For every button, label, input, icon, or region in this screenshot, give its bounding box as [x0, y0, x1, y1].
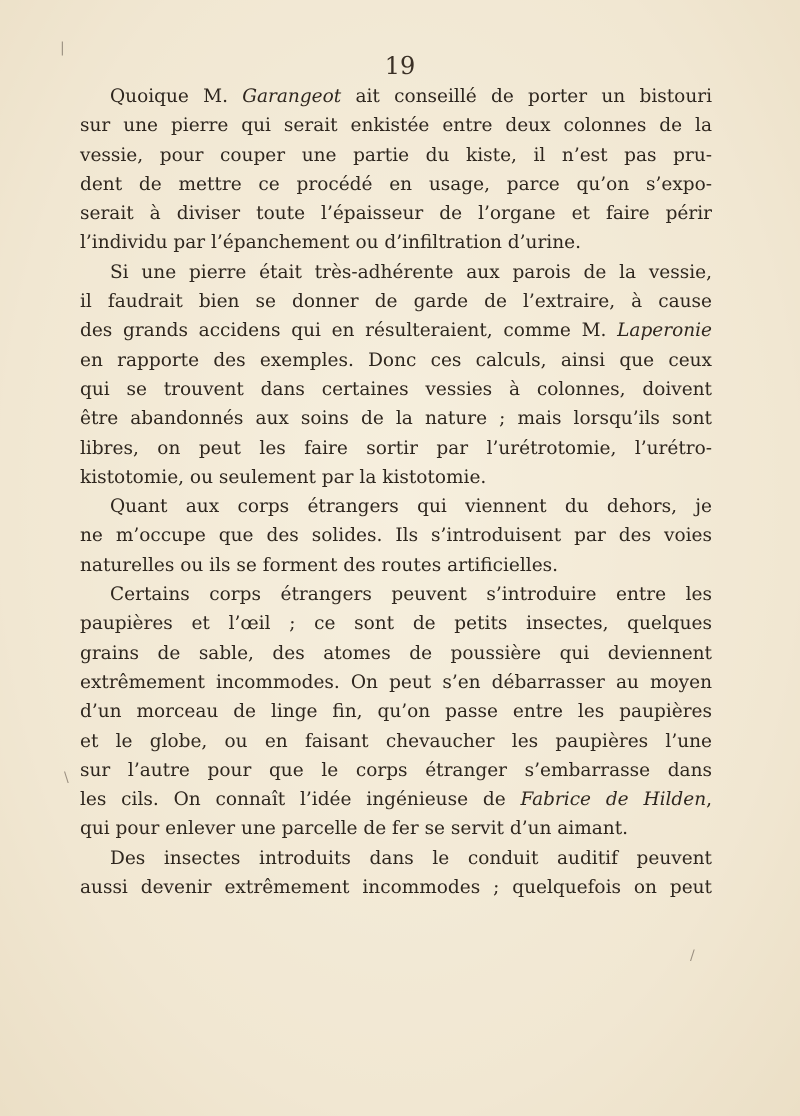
- text-run: Quant aux corps étrangers qui viennent du dehors, je: [110, 496, 712, 518]
- text-line: [80, 521, 712, 550]
- text-line: [80, 141, 712, 170]
- text-run: kistotomie, ou seulement par la kistotomie.: [80, 466, 487, 488]
- text-line: [80, 111, 712, 140]
- italic-name: Fabrice de Hilden: [520, 789, 707, 811]
- text-line: [80, 82, 712, 111]
- text-run: dent de mettre ce procédé en usage, parce qu’on s’expo-: [80, 173, 712, 195]
- text-line: [80, 785, 712, 814]
- margin-mark: |: [60, 40, 65, 56]
- text-run: Des insectes introduits dans le conduit auditif peuvent: [110, 847, 712, 869]
- text-line: [80, 404, 712, 433]
- text-run: l’individu par l’épanchement ou d’infiltration d’urine.: [80, 232, 581, 254]
- text-run: sur une pierre qui serait enkistée entre deux colonnes de la: [80, 115, 712, 137]
- margin-mark: \: [64, 770, 69, 786]
- italic-name: Garangeot: [242, 86, 342, 107]
- text-line: [80, 609, 712, 638]
- text-run: Quoique M.: [110, 86, 243, 107]
- text-line: [80, 492, 712, 521]
- text-line: [80, 463, 712, 492]
- text-line: [80, 170, 712, 199]
- text-run: les cils. On connaît l’idée ingénieuse de: [80, 789, 521, 811]
- text-line: [80, 287, 712, 316]
- text-run: grains de sable, des atomes de poussière qui deviennent: [80, 642, 712, 664]
- italic-name: Laperonie: [617, 320, 712, 342]
- text-run: ait conseillé de porter un bistouri: [341, 86, 712, 107]
- text-run: ne m’occupe que des solides. Ils s’introduisent par des voies: [80, 525, 712, 547]
- text-run: Certains corps étrangers peuvent s’introduire entre les: [110, 584, 712, 606]
- text-line: [80, 727, 712, 756]
- text-line: [80, 346, 712, 375]
- text-run: et le globe, ou en faisant chevaucher les paupières l’une: [80, 730, 712, 752]
- text-line: [80, 434, 712, 463]
- text-run: en rapporte des exemples. Donc ces calculs, ainsi que ceux: [80, 349, 712, 371]
- text-run: ,: [706, 789, 713, 811]
- text-run: sur l’autre pour que le corps étranger s’embarrasse dans: [80, 759, 712, 781]
- text-line: [80, 668, 712, 697]
- text-line: [80, 258, 712, 287]
- text-line: [80, 375, 712, 404]
- text-line: [80, 844, 712, 873]
- text-line: [80, 873, 712, 902]
- text-run: qui pour enlever une parcelle de fer se servit d’un aimant.: [80, 818, 629, 840]
- text-run: extrêmement incommodes. On peut s’en débarrasser au moyen: [80, 671, 712, 693]
- text-line: [80, 580, 712, 609]
- text-run: serait à diviser toute l’épaisseur de l’organe et faire périr: [80, 203, 712, 225]
- text-run: il faudrait bien se donner de garde de l’extraire, à cause: [80, 291, 712, 313]
- text-run: être abandonnés aux soins de la nature ; mais lorsqu’ils sont: [80, 408, 712, 430]
- text-run: qui se trouvent dans certaines vessies à colonnes, doivent: [80, 378, 712, 400]
- text-line: [80, 639, 712, 668]
- text-line: [80, 697, 712, 726]
- text-run: Si une pierre était très-adhérente aux parois de la vessie,: [110, 261, 712, 283]
- text-line: [80, 199, 712, 228]
- text-run: vessie, pour couper une partie du kiste, il n’est pas pru-: [80, 144, 712, 166]
- text-line: [80, 316, 712, 345]
- text-run: d’un morceau de linge fin, qu’on passe entre les paupières: [80, 701, 712, 723]
- margin-mark: /: [690, 948, 695, 964]
- text-line: [80, 228, 712, 257]
- text-run: des grands accidens qui en résulteraient, comme M.: [80, 320, 618, 342]
- page-number: 19: [384, 52, 416, 80]
- text-run: naturelles ou ils se forment des routes artificielles.: [80, 554, 559, 576]
- text-run: libres, on peut les faire sortir par l’urétrotomie, l’urétro-: [80, 437, 712, 459]
- text-run: aussi devenir extrêmement incommodes ; quelquefois on peut: [80, 877, 712, 899]
- text-line: [80, 814, 712, 843]
- text-line: [80, 551, 712, 580]
- body-text: [80, 82, 712, 902]
- text-line: [80, 756, 712, 785]
- text-run: paupières et l’œil ; ce sont de petits insectes, quelques: [80, 613, 712, 635]
